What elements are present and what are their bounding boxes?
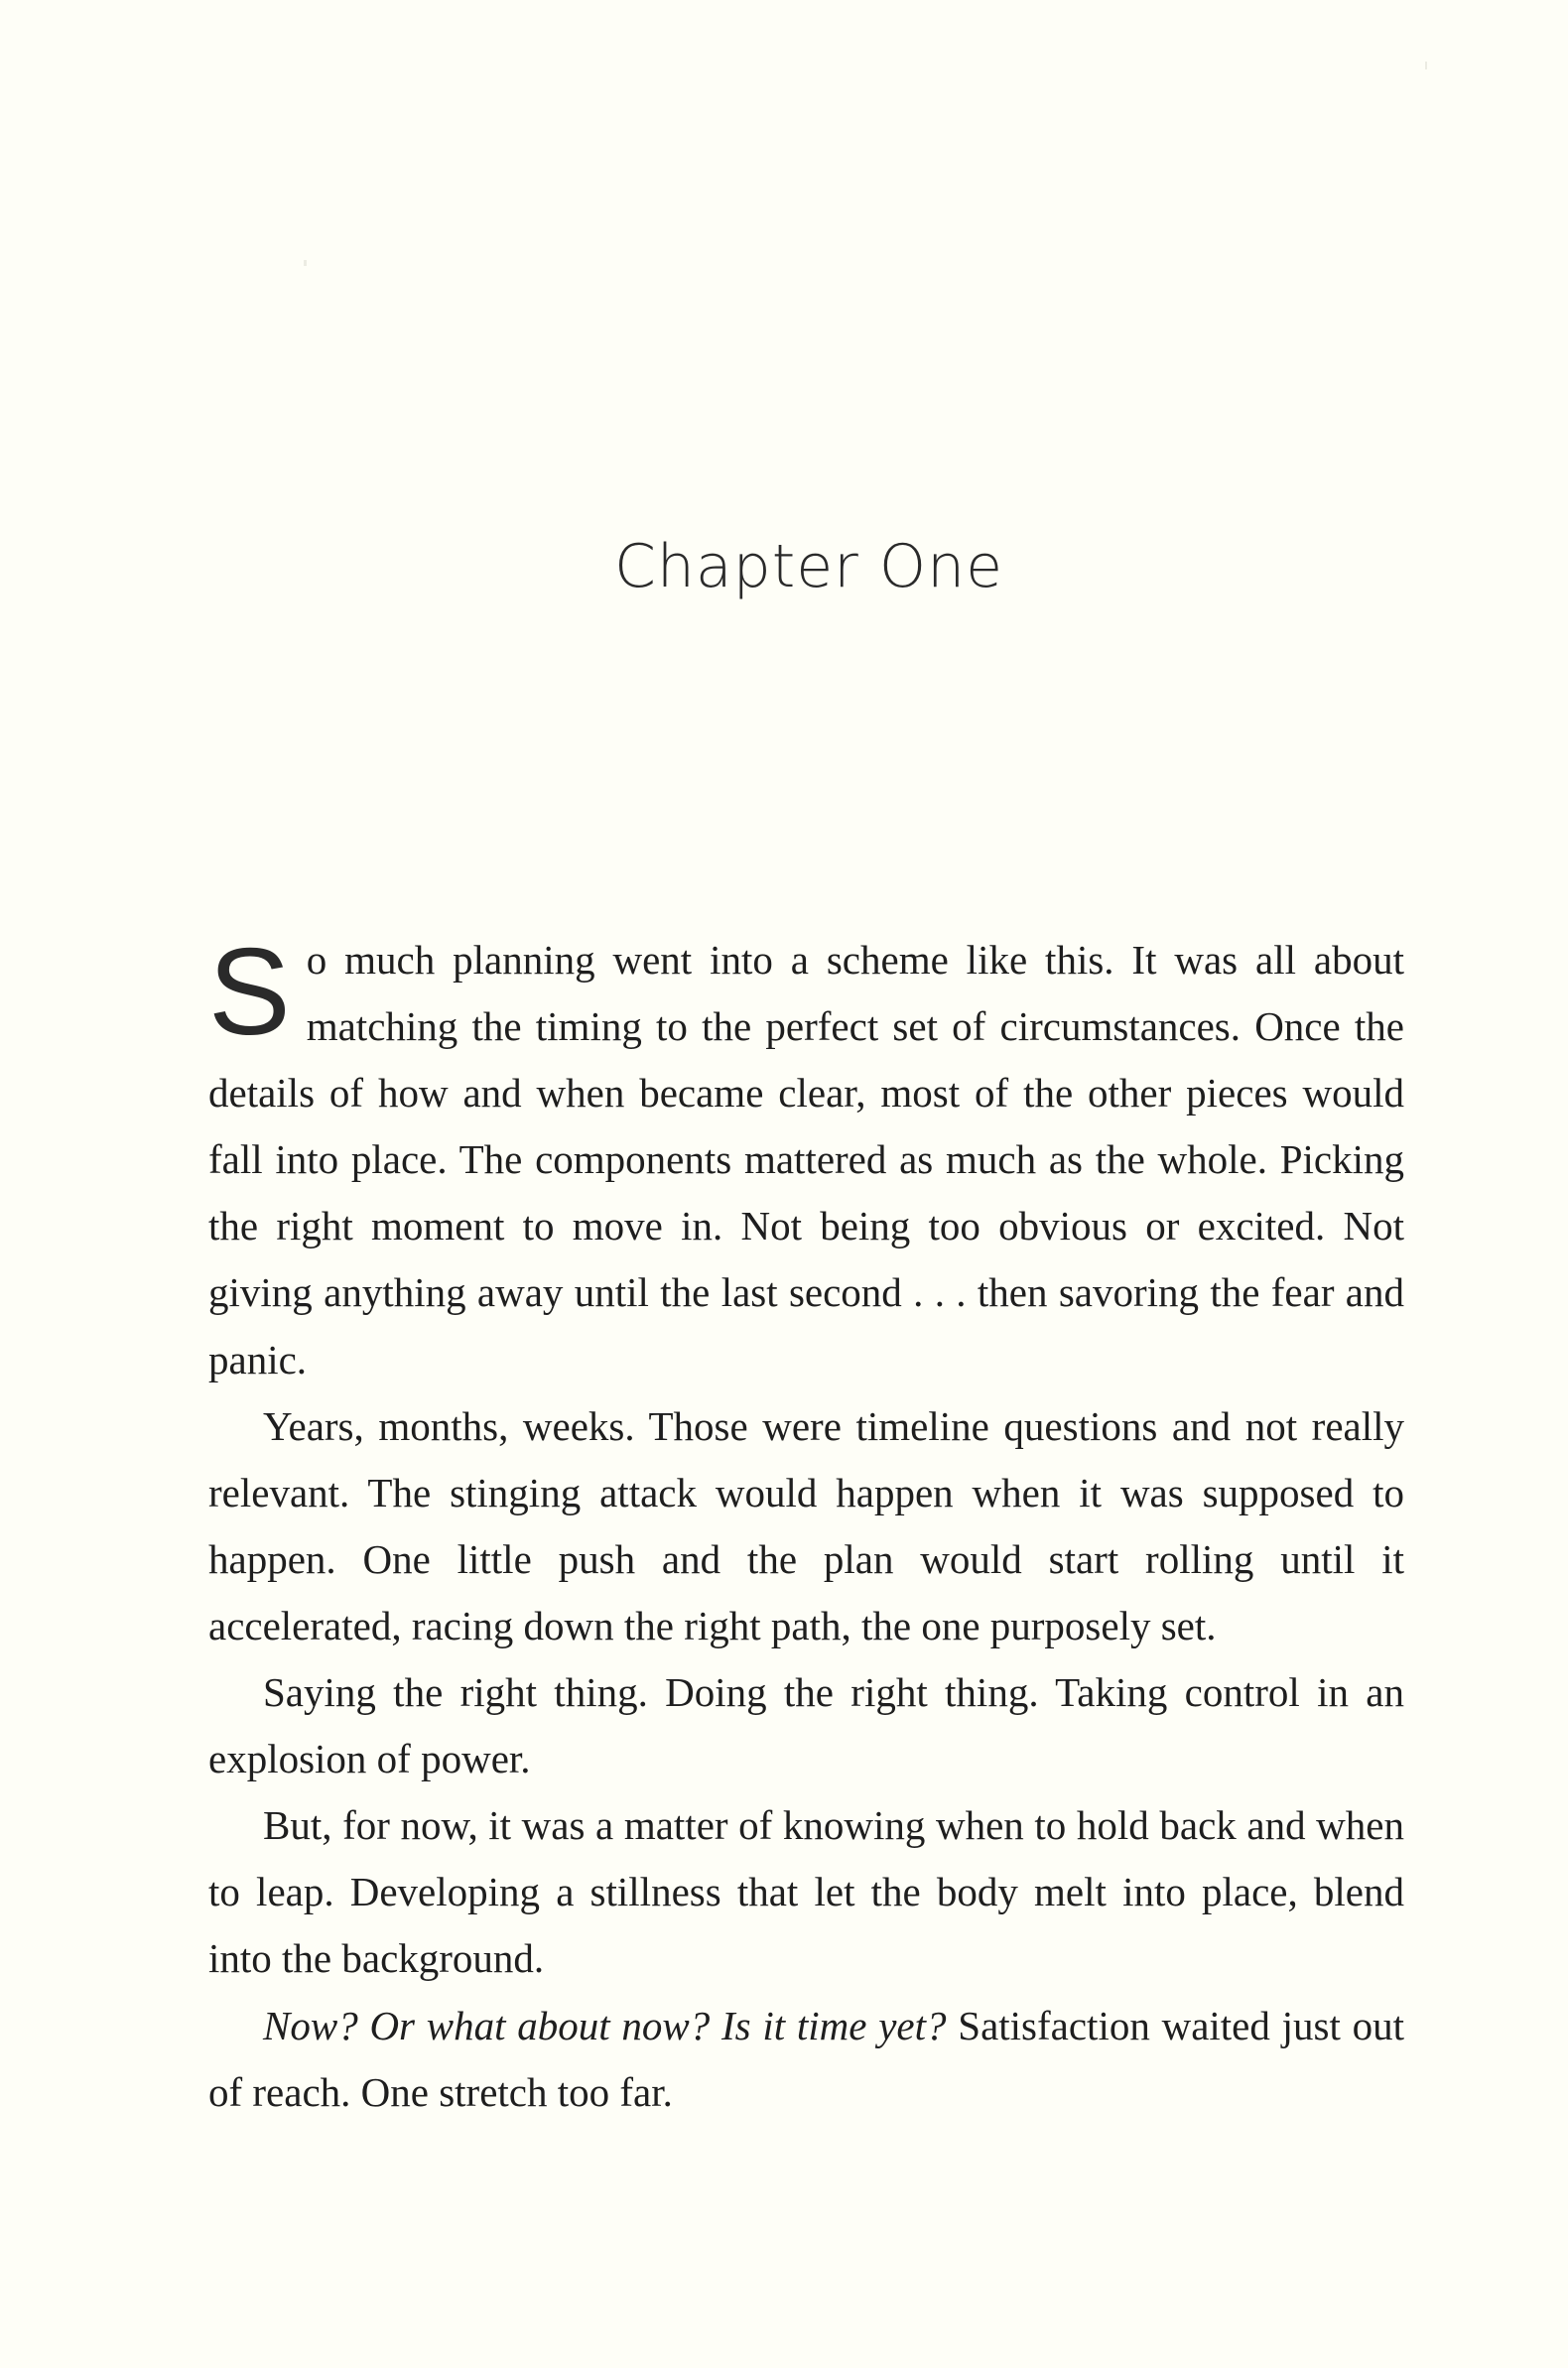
chapter-body <box>208 924 1405 2126</box>
paragraph-4 <box>208 1792 1404 1992</box>
scan-speck <box>1425 62 1427 69</box>
paragraph-text: Years, months, weeks. Those were timeline questions and not really relevant. The stinging attack would happen when it was supposed to happen. One little push and the plan would start rolling until it accelerated, racing down the right path, the one purposely set. <box>208 1402 1404 1648</box>
paragraph-2 <box>208 1393 1404 1659</box>
paragraph-3 <box>208 1659 1404 1792</box>
italic-thought: Now? Or what about now? Is it time yet? <box>263 2002 947 2048</box>
drop-cap: S <box>208 924 291 1061</box>
paragraph-1 <box>208 924 1404 1393</box>
paragraph-text: Satisfaction waited just out of reach. One stretch too far. <box>208 2002 1405 2115</box>
paragraph-text: Saying the right thing. Doing the right thing. Taking control in an explosion of power. <box>208 1669 1404 1782</box>
paragraph-5 <box>208 1993 1404 2126</box>
chapter-title: Chapter One <box>613 532 1004 601</box>
paragraph-text: o much planning went into a scheme like this. It was all about matching the timing to the perfect set of circumstances. Once the details of how and when became clear, most of the other pieces would fall into place. The components mattered as much as the whole. Picking the right moment to move in. Not being too obvious or excited. Not giving anything away until the last second . . . then savoring the fear and panic. <box>208 937 1404 1382</box>
scan-speck <box>304 260 307 266</box>
paragraph-text: But, for now, it was a matter of knowing when to hold back and when to leap. Developing a stillness that let the body melt into place, blend into the background. <box>208 1802 1404 1982</box>
